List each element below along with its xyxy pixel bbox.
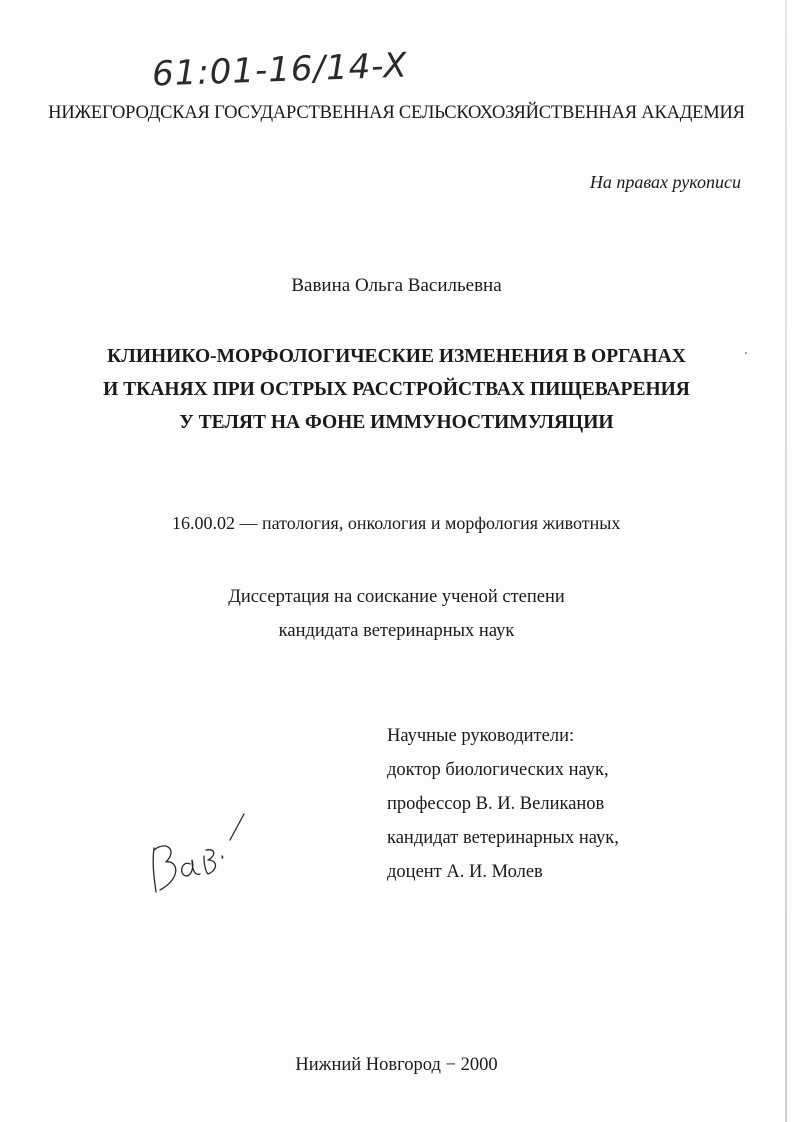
degree-line: кандидата ветеринарных наук [278,621,515,641]
scan-edge [785,0,787,1122]
title-line: У ТЕЛЯТ НА ФОНЕ ИММУНОСТИМУЛЯЦИИ [179,412,614,433]
supervisor-line: профессор В. И. Великанов [387,794,605,814]
supervisor-line: кандидат ветеринарных наук, [387,828,619,848]
city-year: Нижний Новгород − 2000 [295,1055,498,1075]
dissertation-title [0,340,793,439]
archive-code: 61:01-16/14-X [151,45,409,95]
manuscript-note: На правах рукописи [589,172,741,192]
specialty-code: 16.00.02 — патология, онкология и морфология животных [172,513,621,533]
supervisors-block [387,719,619,889]
degree-line: Диссертация на соискание ученой степени [228,587,565,607]
supervisor-line: доцент А. И. Молев [387,862,543,882]
institution-name: НИЖЕГОРОДСКАЯ ГОСУДАРСТВЕННАЯ СЕЛЬСКОХОЗЯЙСТВЕННАЯ АКАДЕМИЯ [48,103,745,123]
supervisor-line: доктор биологических наук, [387,760,609,780]
title-line: КЛИНИКО-МОРФОЛОГИЧЕСКИЕ ИЗМЕНЕНИЯ В ОРГАНАХ [107,346,686,367]
handwritten-signature-icon [138,800,248,910]
author-name: Вавина Ольга Васильевна [291,275,502,296]
supervisors-heading: Научные руководители: [387,726,575,746]
degree-statement [0,580,793,648]
title-line: И ТКАНЯХ ПРИ ОСТРЫХ РАССТРОЙСТВАХ ПИЩЕВАРЕНИЯ [103,379,690,400]
